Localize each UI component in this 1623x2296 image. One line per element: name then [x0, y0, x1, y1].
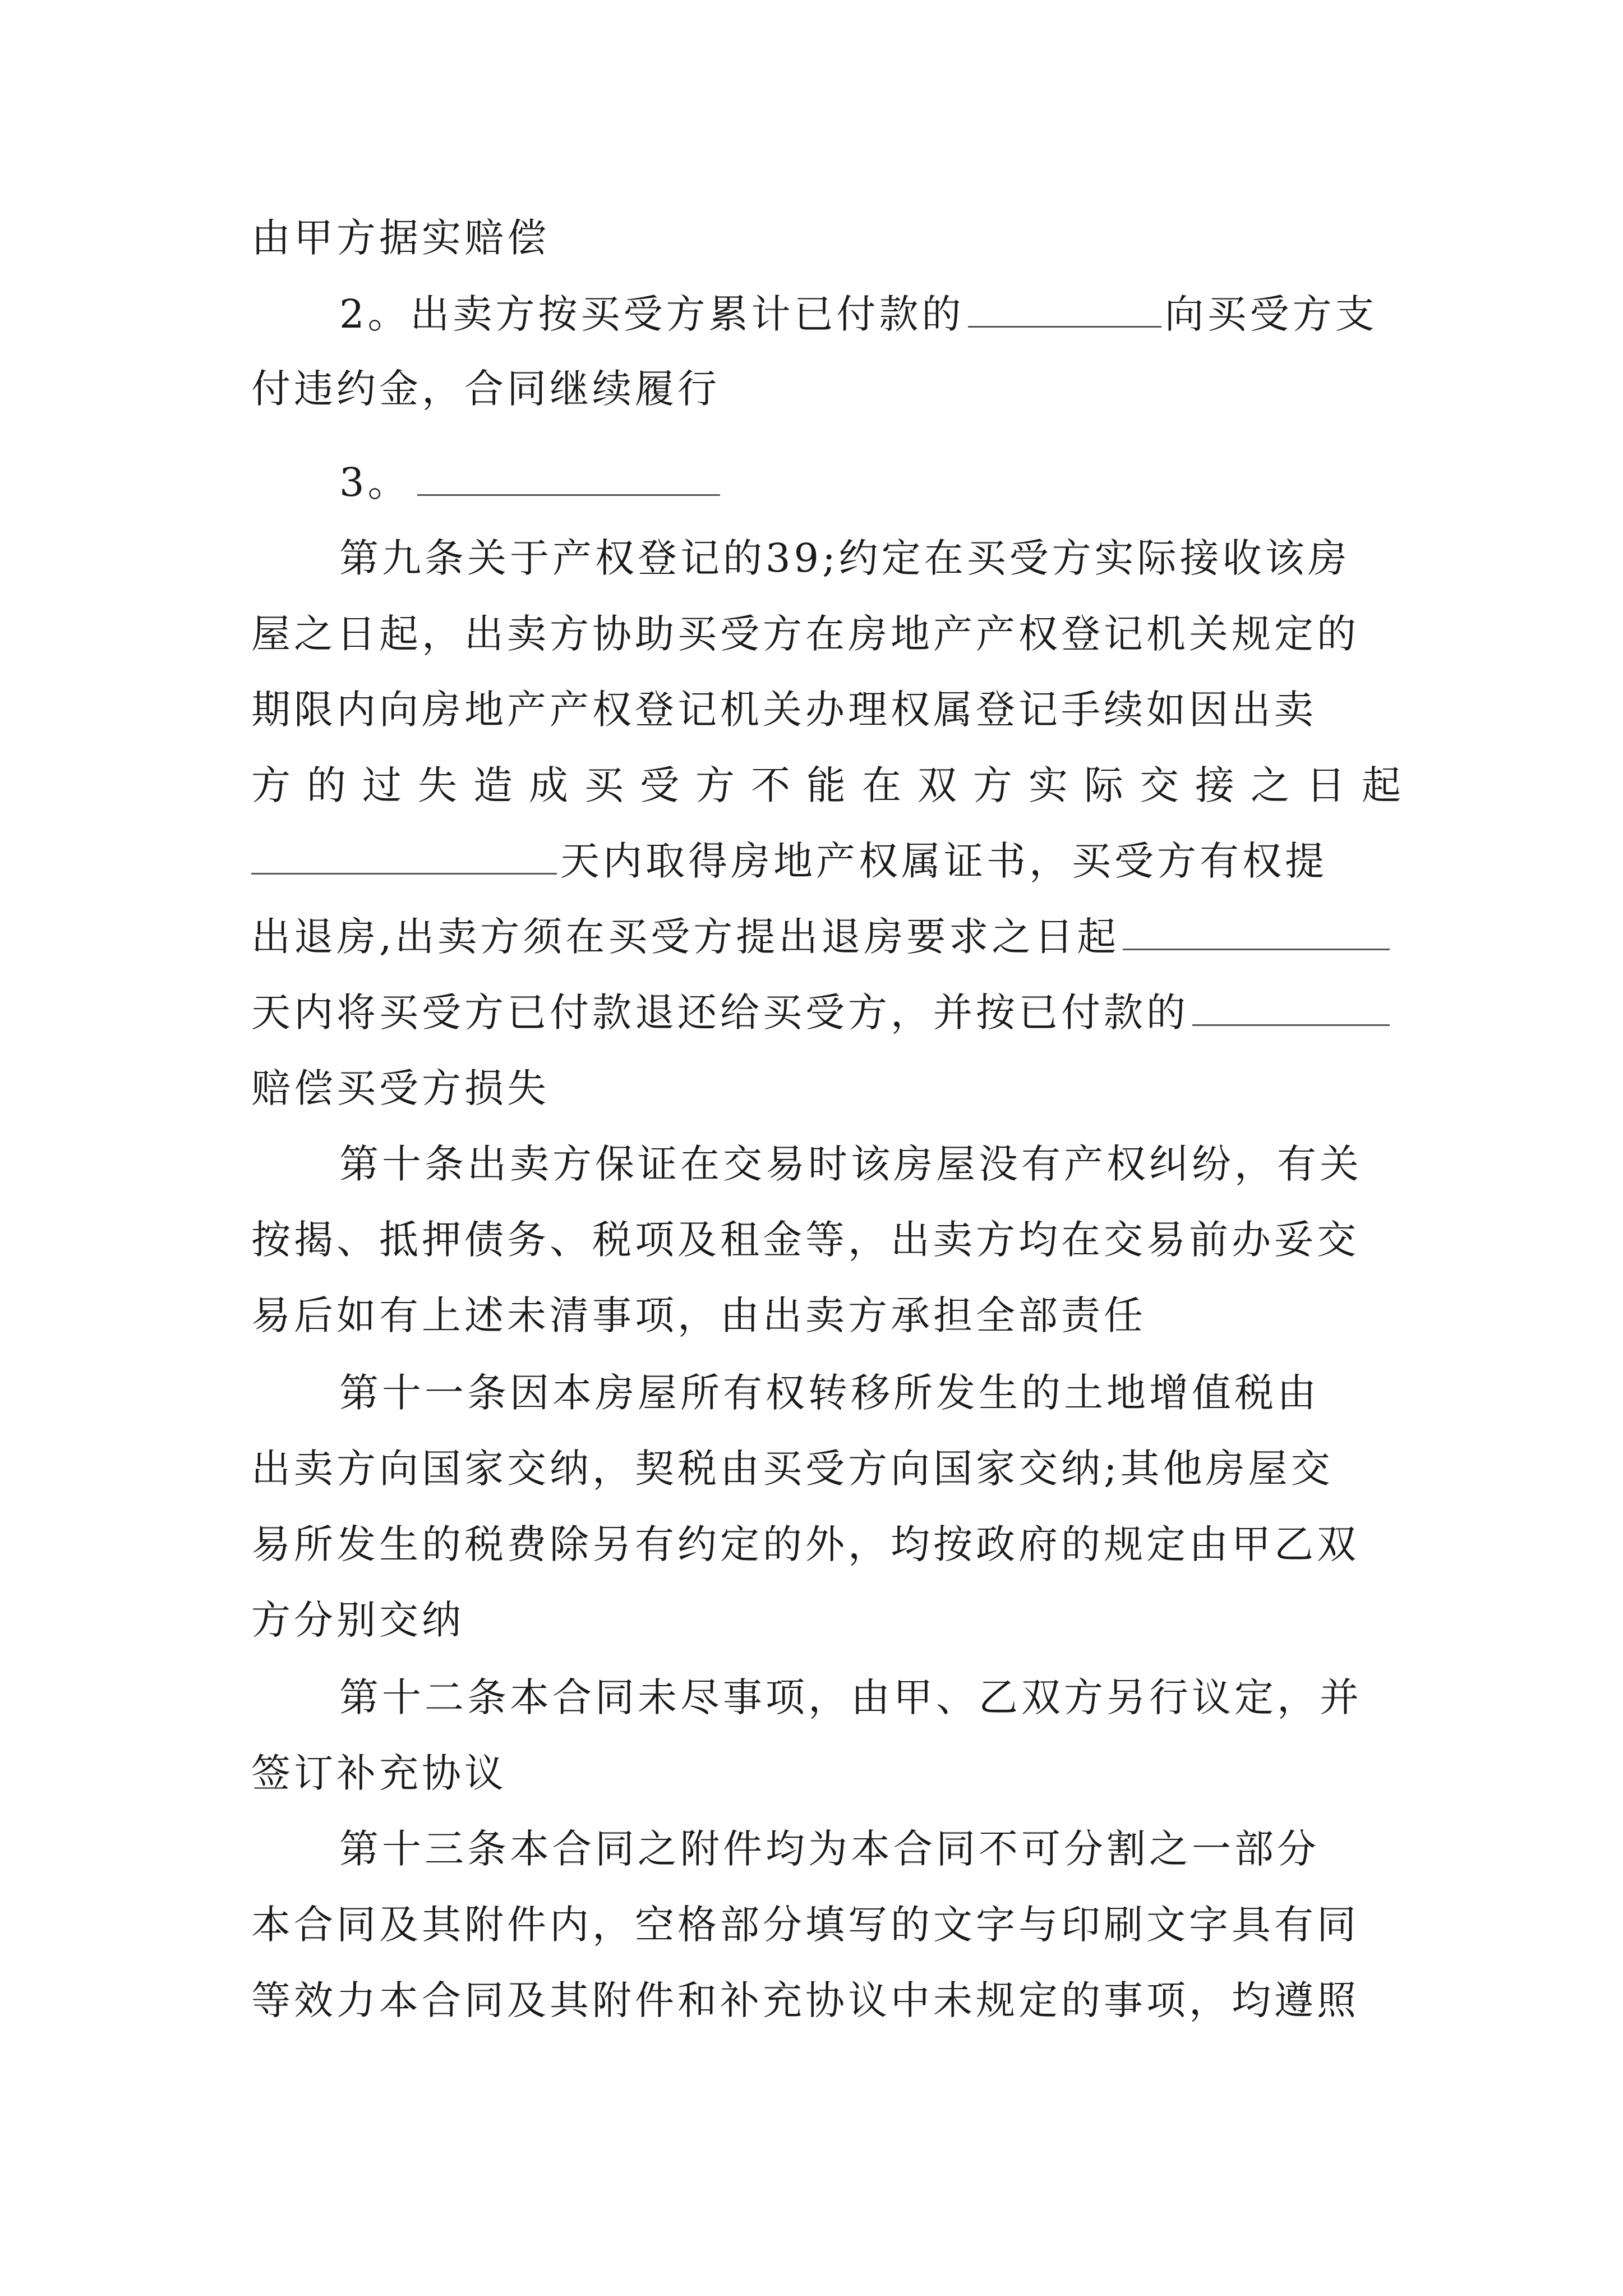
clause-text: 天内取得房地产权属证书，买受方有权提 [560, 838, 1327, 884]
text-line: 第十三条本合同之附件均为本合同不可分割之一部分 [339, 1826, 1320, 1872]
clause-text: 天内将买受方已付款退还给买受方，并按已付款的 [251, 990, 1189, 1036]
text-line: 第九条关于产权登记的39;约定在买受方实际接收该房 [339, 535, 1350, 581]
text-line: 等效力本合同及其附件和补充协议中未规定的事项，均遵照 [251, 1977, 1359, 2023]
text-line: 付违约金，合同继续履行 [251, 366, 720, 412]
text-line [251, 903, 1390, 970]
text-line: 第十条出卖方保证在交易时该房屋没有产权纠纷，有关 [339, 1141, 1362, 1187]
text-line: 屋之日起，出卖方协助买受方在房地产产权登记机关规定的 [251, 611, 1359, 657]
text-line: 第十二条本合同未尽事项，由甲、乙双方另行议定，并 [339, 1674, 1362, 1720]
text-line: 易所发生的税费除另有约定的外，均按政府的规定由甲乙双 [251, 1521, 1359, 1567]
text-line: 按揭、抵押债务、税项及租金等，出卖方均在交易前办妥交 [251, 1217, 1359, 1263]
fill-in-blank[interactable] [1123, 916, 1390, 950]
text-line: 易后如有上述未清事项，由出卖方承担全部责任 [251, 1292, 1146, 1338]
clause-number: 3。 [339, 459, 411, 505]
text-line: 签订补充协议 [251, 1750, 507, 1796]
text-line: 方的过失造成买受方不能在双方实际交接之日起 [251, 762, 1417, 808]
fill-in-blank[interactable] [968, 293, 1161, 328]
text-line: 赔偿买受方损失 [251, 1065, 550, 1111]
fill-in-blank[interactable] [1192, 992, 1390, 1026]
text-line: 方分别交纳 [251, 1597, 464, 1643]
clause-text: 向买受方支 [1164, 291, 1378, 337]
fill-in-blank[interactable] [417, 462, 720, 496]
text-line [251, 979, 1390, 1046]
text-line: 出卖方向国家交纳，契税由买受方向国家交纳;其他房屋交 [251, 1446, 1334, 1492]
fill-in-blank[interactable] [251, 840, 557, 875]
text-line: 第十一条因本房屋所有权转移所发生的土地增值税由 [339, 1370, 1320, 1416]
clause-text: 2。出卖方按买受方累计已付款的 [339, 291, 965, 337]
text-line: 本合同及其附件内，空格部分填写的文字与印刷文字具有同 [251, 1902, 1359, 1948]
text-line: 由甲方据实赔偿 [251, 215, 550, 261]
text-line [251, 827, 1390, 895]
text-line [339, 449, 1390, 516]
text-line: 期限内向房地产产权登记机关办理权属登记手续如因出卖 [251, 687, 1317, 733]
clause-text: 出退房,出卖方须在买受方提出退房要求之日起 [251, 914, 1120, 960]
text-line [339, 280, 1390, 348]
